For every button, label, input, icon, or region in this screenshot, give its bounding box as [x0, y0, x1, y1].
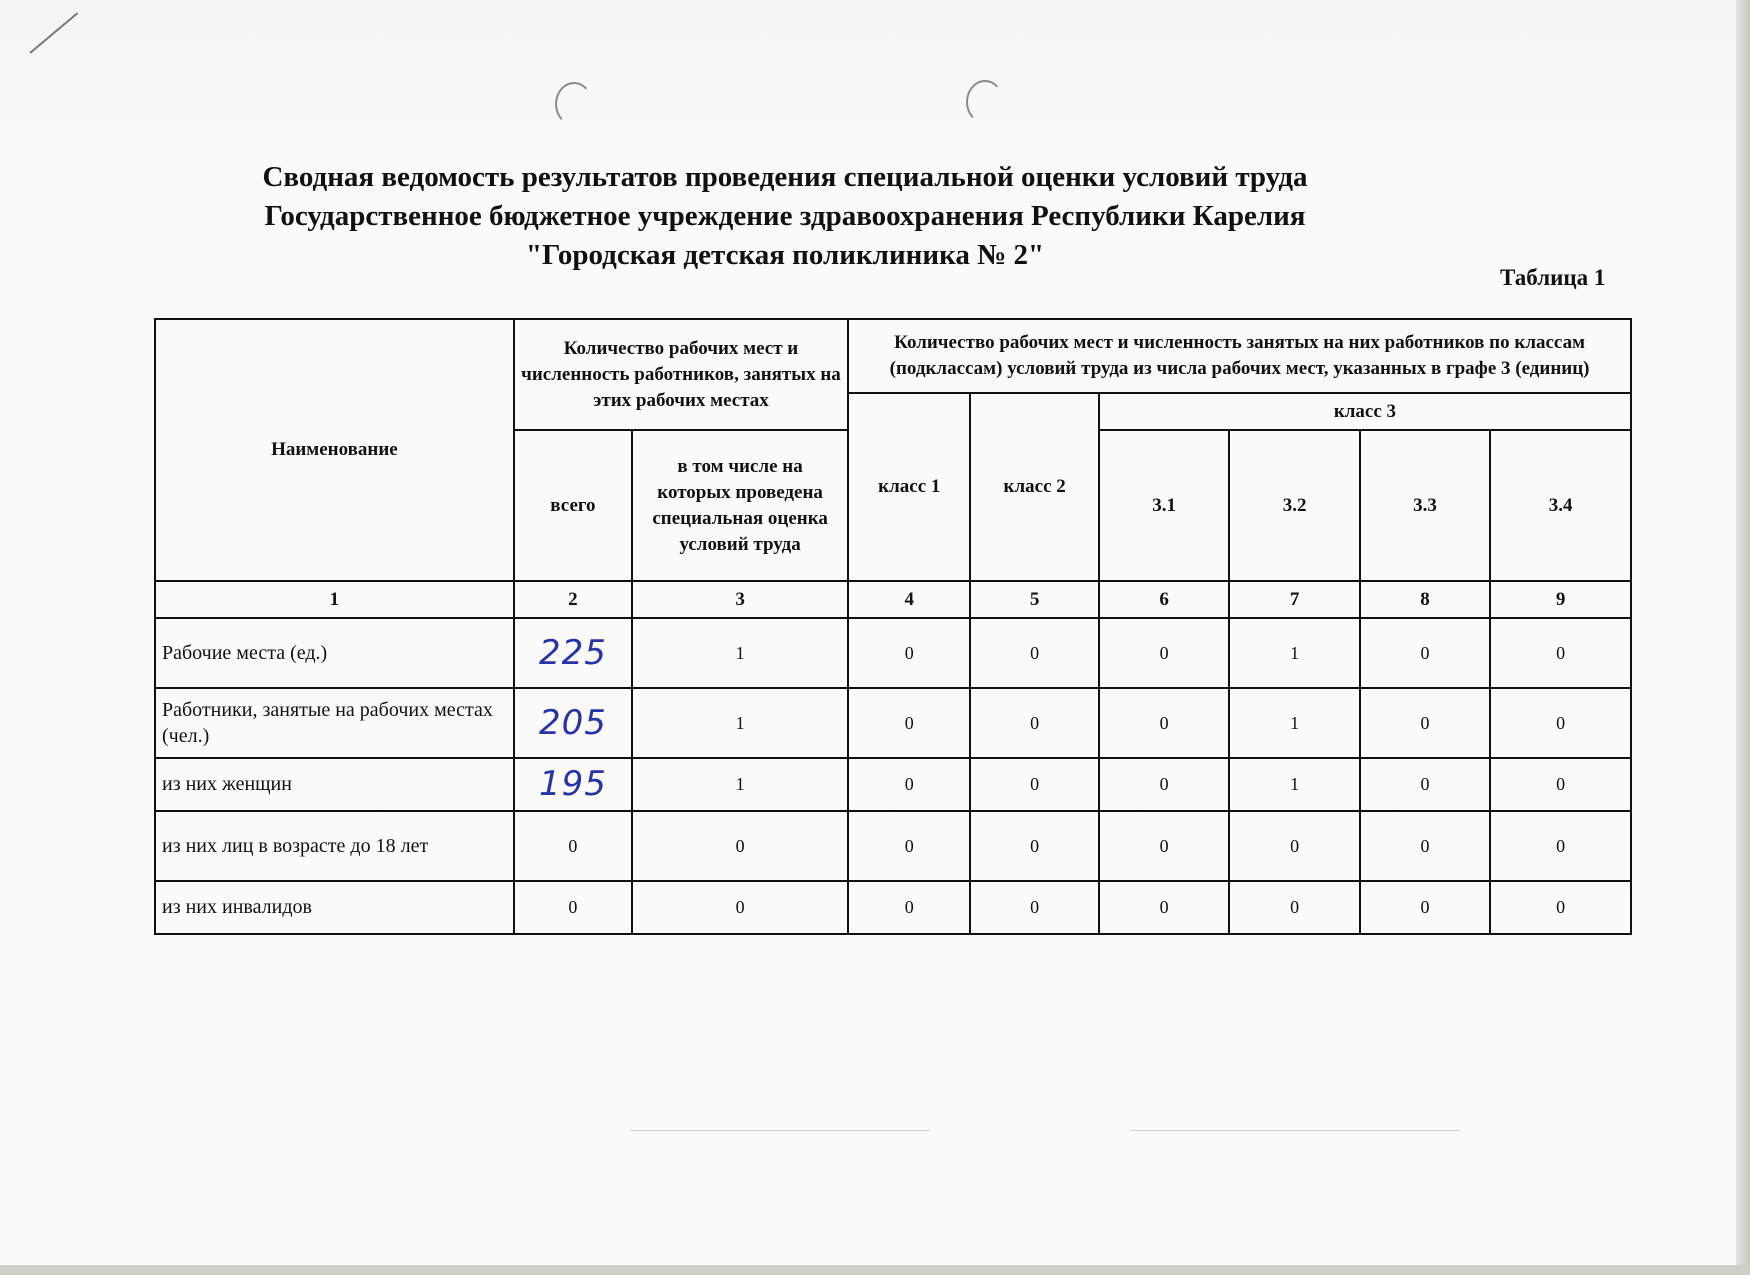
column-number: 6 — [1099, 581, 1229, 618]
table-cell: 0 — [632, 811, 848, 881]
table-cell: 0 — [1099, 688, 1229, 758]
column-number: 3 — [632, 581, 848, 618]
table-row — [155, 688, 1631, 758]
table-cell: 1 — [632, 688, 848, 758]
table-cell: 1 — [632, 618, 848, 688]
table-cell: 0 — [848, 688, 970, 758]
column-number: 4 — [848, 581, 970, 618]
row-label: Рабочие места (ед.) — [155, 618, 514, 688]
header-class-3-2: 3.2 — [1229, 430, 1359, 581]
table-cell: 0 — [970, 618, 1098, 688]
header-total: всего — [514, 430, 632, 581]
header-class-3-1: 3.1 — [1099, 430, 1229, 581]
page-edge-shadow — [1736, 0, 1750, 1275]
table-cell: 0 — [1360, 688, 1490, 758]
table-cell: 1 — [1229, 688, 1359, 758]
header-class-3-4: 3.4 — [1490, 430, 1631, 581]
table-cell: 1 — [1229, 618, 1359, 688]
column-number: 5 — [970, 581, 1098, 618]
table-row — [155, 881, 1631, 934]
table-cell: 0 — [1229, 811, 1359, 881]
table-cell: 0 — [632, 881, 848, 934]
table-cell: 0 — [970, 811, 1098, 881]
table-cell: 0 — [848, 758, 970, 811]
document-title — [160, 158, 1410, 275]
table-cell: 0 — [970, 881, 1098, 934]
column-number: 9 — [1490, 581, 1631, 618]
table-cell: 0 — [1099, 758, 1229, 811]
row-label: из них инвалидов — [155, 881, 514, 934]
column-number: 1 — [155, 581, 514, 618]
column-number: 7 — [1229, 581, 1359, 618]
column-number: 8 — [1360, 581, 1490, 618]
punch-hole-mark — [966, 80, 1004, 124]
table-row — [155, 618, 1631, 688]
table-cell: 0 — [1229, 881, 1359, 934]
table-cell: 0 — [1490, 688, 1631, 758]
table-cell: 0 — [1360, 758, 1490, 811]
column-number-row — [155, 581, 1631, 618]
table-row — [155, 758, 1631, 811]
header-class-3-3: 3.3 — [1360, 430, 1490, 581]
row-label: из них женщин — [155, 758, 514, 811]
header-assessed: в том числе на которых проведена специальная оценка условий труда — [632, 430, 848, 581]
pen-scratch — [29, 12, 78, 53]
column-number: 2 — [514, 581, 632, 618]
summary-table — [154, 318, 1632, 935]
table-cell: 0 — [1360, 881, 1490, 934]
table-cell: 0 — [1099, 881, 1229, 934]
table-cell: 0 — [848, 881, 970, 934]
table-row — [155, 811, 1631, 881]
row-label: Работники, занятые на рабочих местах (чел.) — [155, 688, 514, 758]
page-bottom-edge — [0, 1265, 1750, 1275]
table-cell: 0 — [848, 811, 970, 881]
handwritten-value: 225 — [514, 618, 632, 688]
header-class-2: класс 2 — [970, 393, 1098, 581]
title-line-1: Сводная ведомость результатов проведения специальной оценки условий труда — [262, 161, 1308, 193]
header-class-3: класс 3 — [1099, 393, 1631, 430]
table-cell: 0 — [514, 881, 632, 934]
table-label: Таблица 1 — [1500, 265, 1606, 290]
table-cell: 0 — [1099, 618, 1229, 688]
bleed-through-area — [130, 960, 1530, 1190]
title-line-2: Государственное бюджетное учреждение здравоохранения Республики Карелия — [264, 200, 1306, 232]
table-cell: 0 — [1360, 618, 1490, 688]
table-cell: 0 — [1360, 811, 1490, 881]
table-cell: 0 — [514, 811, 632, 881]
title-line-3: "Городская детская поликлиника № 2" — [525, 239, 1045, 271]
handwritten-value: 195 — [514, 758, 632, 811]
header-group-classes: Количество рабочих мест и численность занятых на них работников по классам (подклассам) условий труда из числа рабочих мест, указанных в графе 3 (единиц) — [848, 319, 1631, 393]
table-cell: 0 — [848, 618, 970, 688]
row-label: из них лиц в возрасте до 18 лет — [155, 811, 514, 881]
table-cell: 0 — [1490, 618, 1631, 688]
table-cell: 0 — [1490, 881, 1631, 934]
table-cell: 0 — [1099, 811, 1229, 881]
header-group-workplaces: Количество рабочих мест и численность работников, занятых на этих рабочих местах — [514, 319, 848, 430]
header-name: Наименование — [155, 319, 514, 581]
punch-hole-mark — [555, 82, 593, 126]
table-cell: 0 — [1490, 811, 1631, 881]
table-cell: 0 — [970, 688, 1098, 758]
table-cell: 0 — [1490, 758, 1631, 811]
table-cell: 1 — [1229, 758, 1359, 811]
handwritten-value: 205 — [514, 688, 632, 758]
header-class-1: класс 1 — [848, 393, 970, 581]
table-cell: 1 — [632, 758, 848, 811]
table-cell: 0 — [970, 758, 1098, 811]
